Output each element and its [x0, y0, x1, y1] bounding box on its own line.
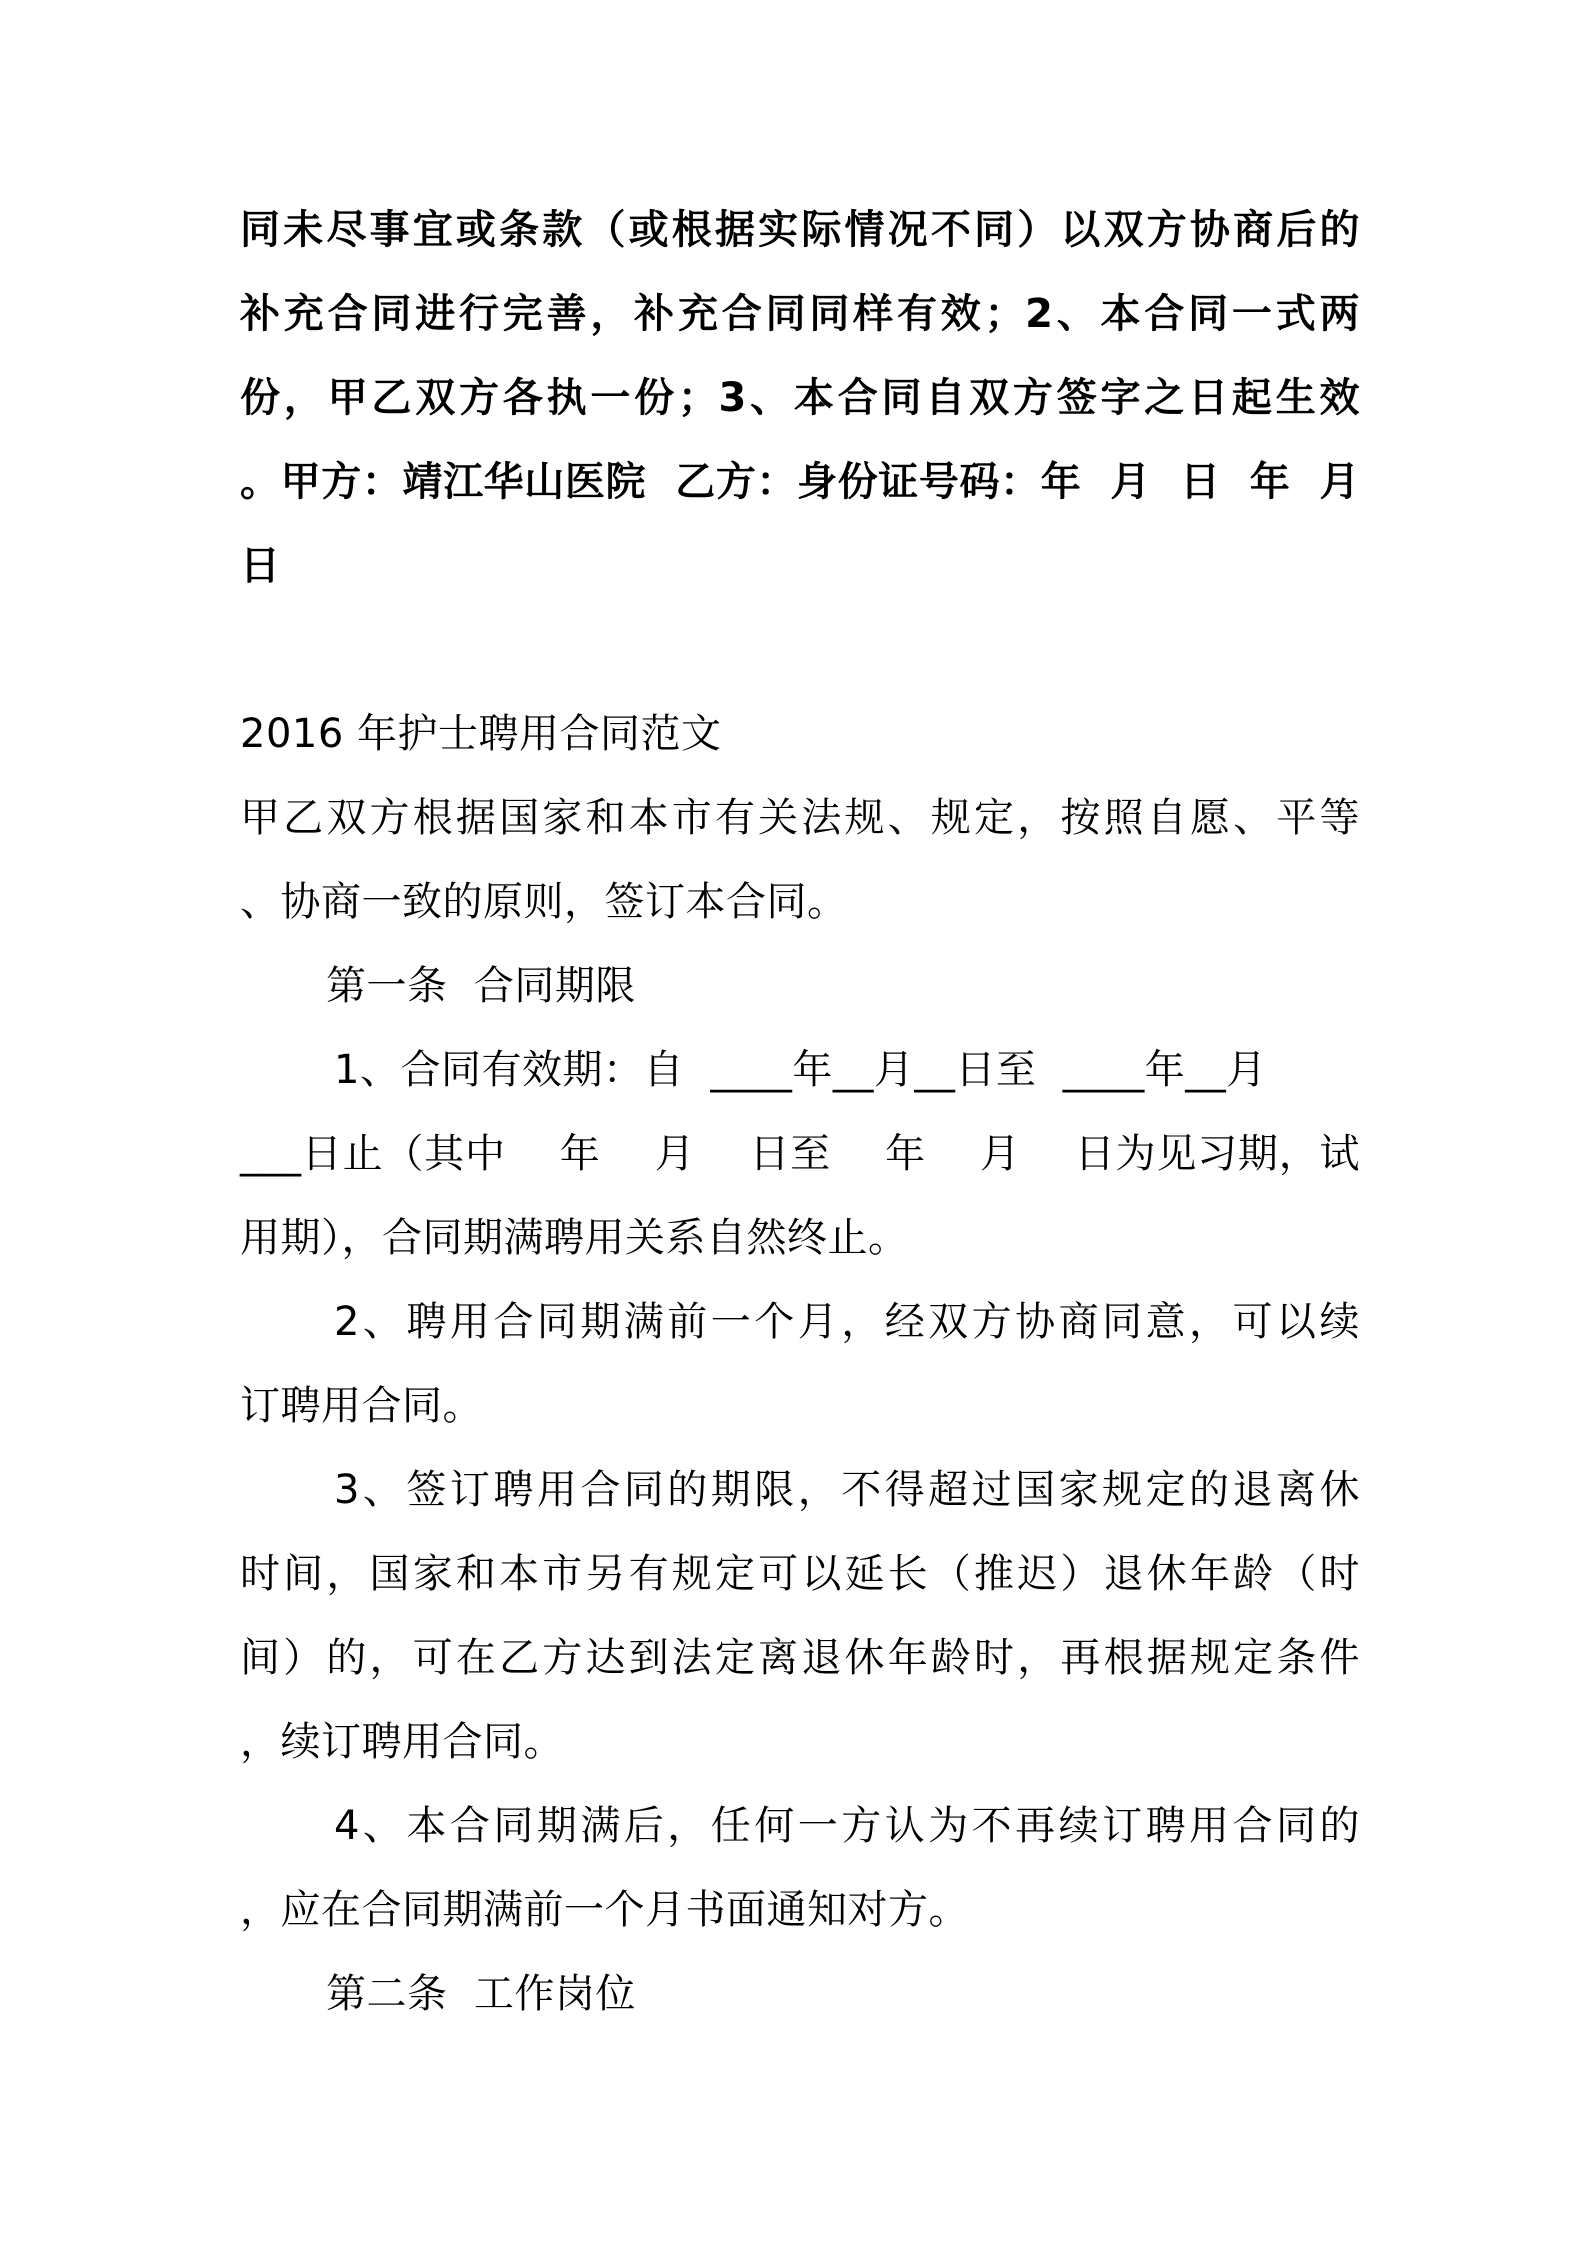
- item-line: 4、本合同期满后，任何一方认为不再续订聘用合同的: [334, 1803, 1360, 1849]
- item-line: 用期），合同期满聘用关系自然终止。: [240, 1215, 909, 1261]
- paragraph-line: 补充合同进行完善，补充合同同样有效；2、本合同一式两: [240, 291, 1360, 337]
- item-line: 订聘用合同。: [240, 1383, 483, 1429]
- item-line: 间）的，可在乙方达到法定离退休年龄时，再根据规定条件: [240, 1635, 1360, 1681]
- paragraph-line: 日: [240, 543, 281, 589]
- item-line: 1、合同有效期：自 ____年__月__日至 ____年__月: [334, 1047, 1267, 1093]
- item-line: 时间，国家和本市另有规定可以延长（推迟）退休年龄（时: [240, 1551, 1360, 1597]
- item-line: ，续订聘用合同。: [240, 1719, 564, 1765]
- item-line: ___日止（其中 年 月 日至 年 月 日为见习期，试: [240, 1131, 1360, 1177]
- item-line: ，应在合同期满前一个月书面通知对方。: [240, 1887, 969, 1933]
- section-title: 2016 年护士聘用合同范文: [240, 711, 722, 757]
- item-line: 2、聘用合同期满前一个月，经双方协商同意，可以续: [334, 1299, 1360, 1345]
- item-line: 3、签订聘用合同的期限，不得超过国家规定的退离休: [334, 1467, 1360, 1513]
- paragraph-line: 份，甲乙双方各执一份；3、本合同自双方签字之日起生效: [240, 375, 1360, 421]
- article-heading: 第二条 工作岗位: [326, 1971, 636, 2017]
- paragraph-line: 。甲方：靖江华山医院 乙方：身份证号码：年 月 日 年 月: [240, 459, 1360, 505]
- intro-line: 甲乙双方根据国家和本市有关法规、规定，按照自愿、平等: [240, 795, 1360, 841]
- article-heading: 第一条 合同期限: [326, 963, 636, 1009]
- intro-line: 、协商一致的原则，签订本合同。: [240, 879, 848, 925]
- paragraph-line: 同未尽事宜或条款（或根据实际情况不同）以双方协商后的: [240, 207, 1360, 253]
